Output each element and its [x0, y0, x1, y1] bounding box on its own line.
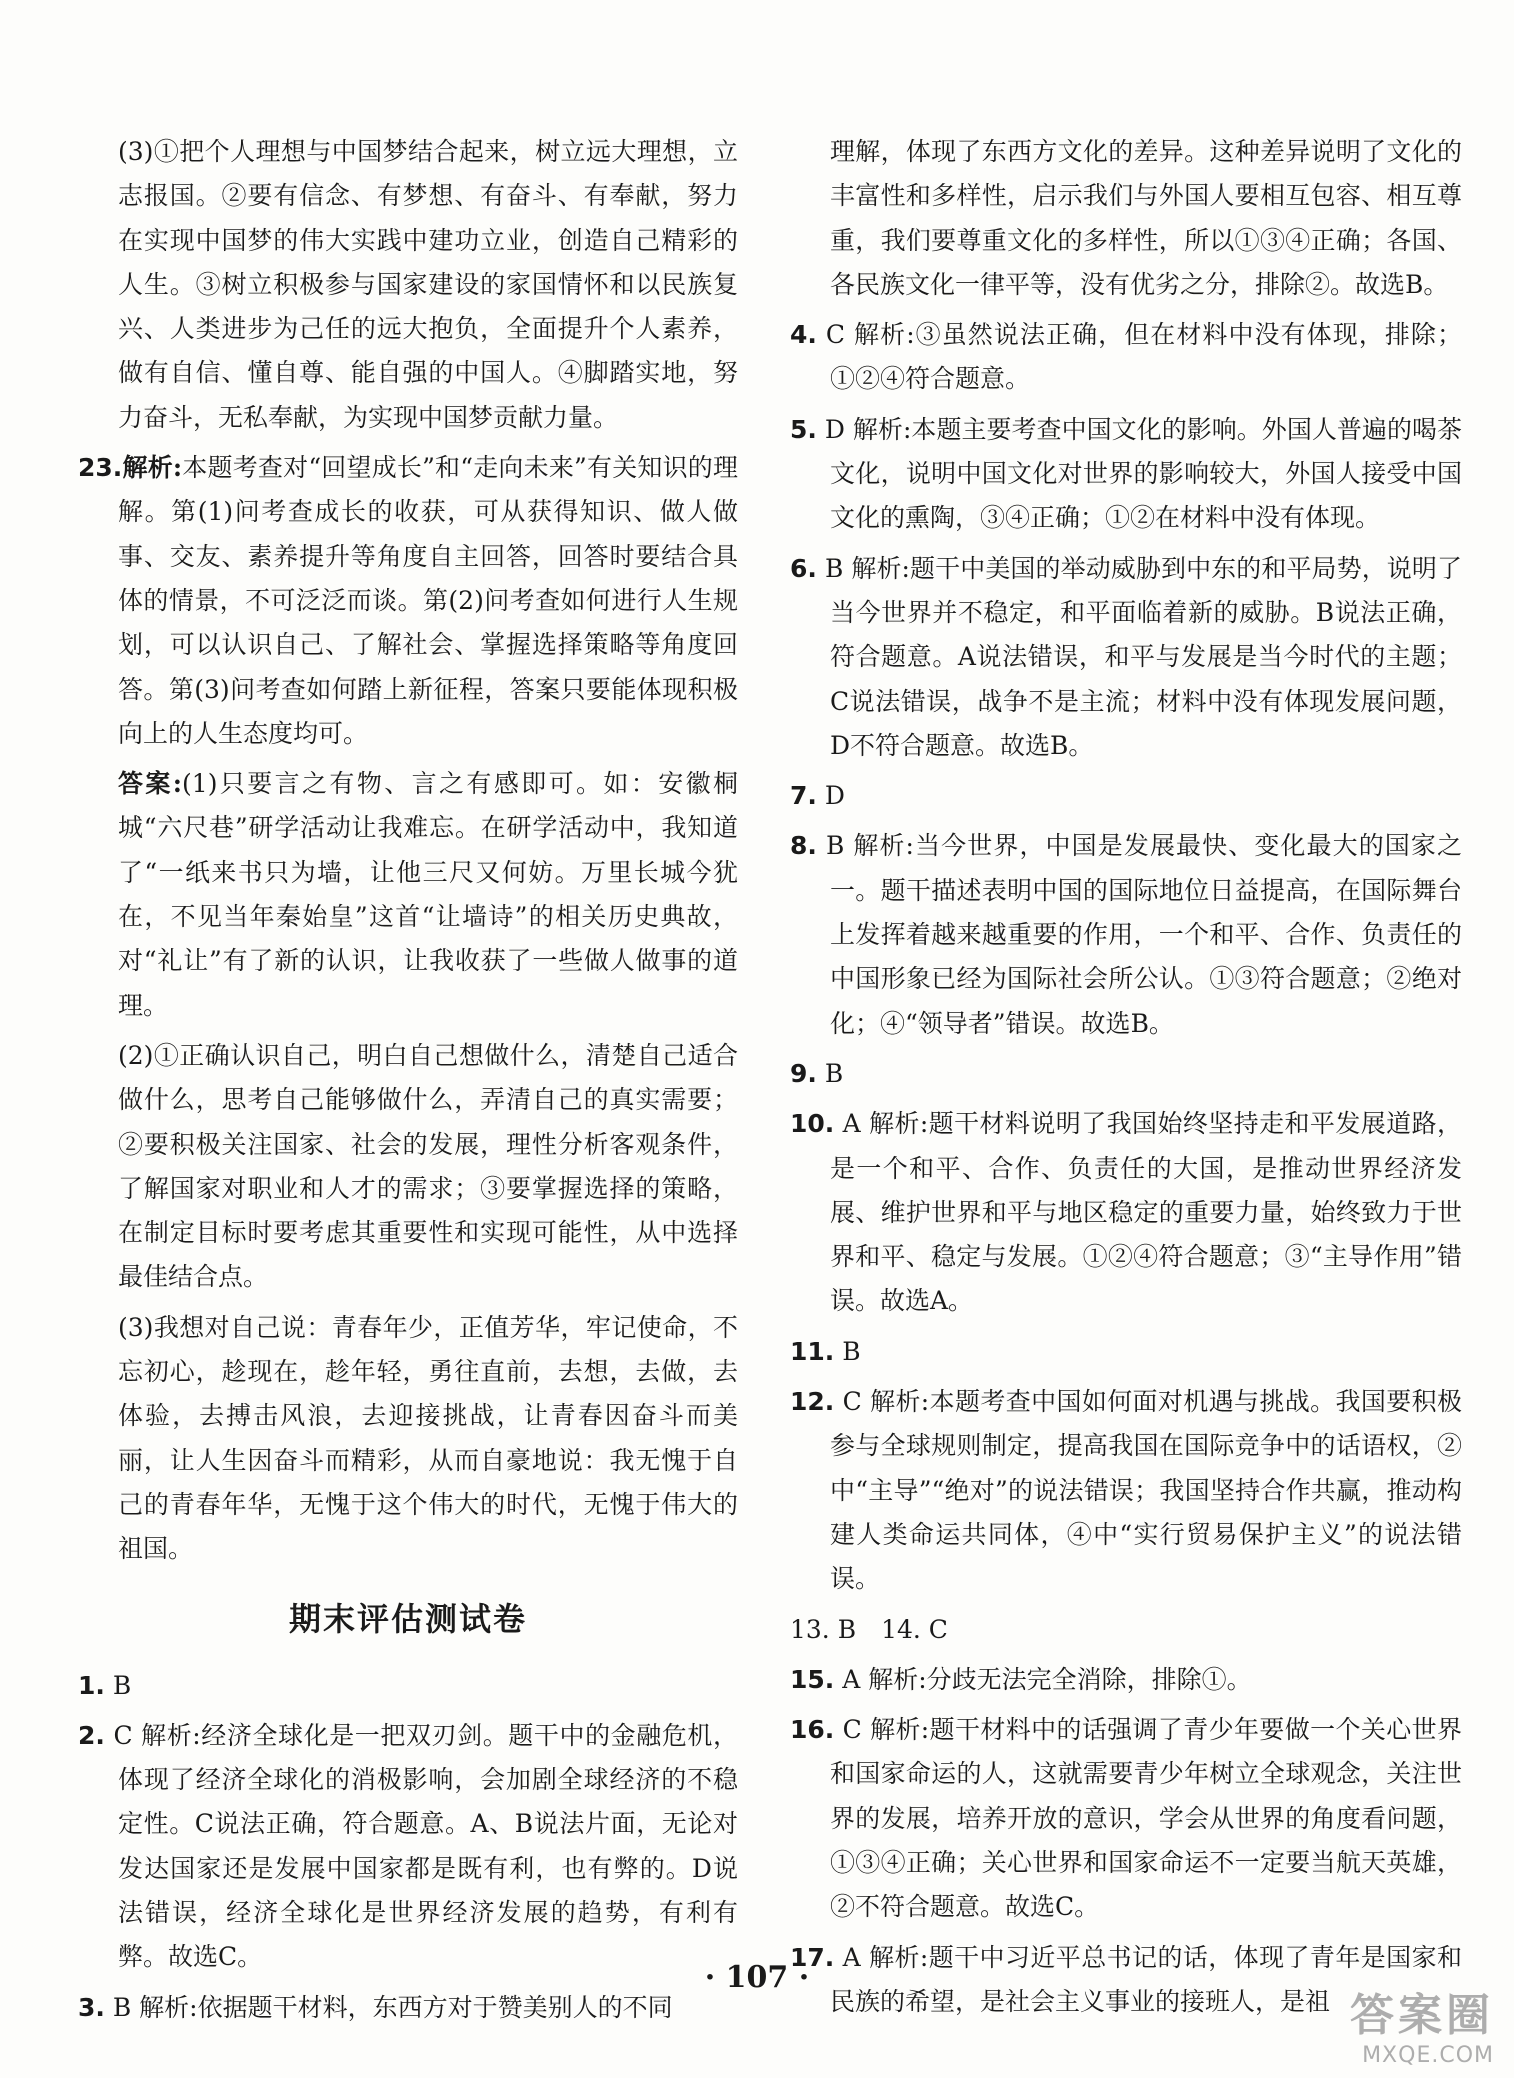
- analysis-text: 本题考查对“回望成长”和“走向未来”有关知识的理解。第(1)问考查成长的收获，可从获得知识、做人做事、交友、素养提升等角度自主回答，回答时要结合具体的情景，不可泛泛而谈。第(2)问考查如何进行人生规划，可以认识自己、了解社会、掌握选择策略等角度回答。第(3)问考查如何踏上新征程，答案只要能体现积极向上的人生态度均可。: [118, 453, 738, 748]
- answer-text: A 解析:题干中习近平总书记的话，体现了青年是国家和民族的希望，是社会主义事业的接班人，是祖: [830, 1942, 1462, 2016]
- question-8: [790, 824, 1462, 1045]
- answer-text: C 解析:题干材料中的话强调了青少年要做一个关心世界和国家命运的人，这就需要青少年树立全球观念，关注世界的发展，培养开放的意识，学会从世界的角度看问题，①③④正确；关心世界和国家命运不一定要当航天英雄，②不符合题意。故选C。: [830, 1715, 1462, 1922]
- answer-text: C 解析:③虽然说法正确，但在材料中没有体现，排除；①②④符合题意。: [825, 320, 1462, 394]
- watermark-logo: [1350, 1979, 1494, 2068]
- question-number: 15.: [790, 1664, 835, 1694]
- answer-text: B: [842, 1336, 861, 1366]
- answer-label: 答案:: [118, 769, 183, 799]
- question-number: 12.: [790, 1387, 835, 1417]
- question-number: 8.: [790, 831, 817, 861]
- question-number: 6.: [790, 553, 817, 583]
- question-11: [790, 1330, 1462, 1374]
- question-12: [790, 1380, 1462, 1601]
- question-number: 3.: [78, 1992, 105, 2022]
- question-6: [790, 547, 1462, 768]
- question-number: 17.: [790, 1942, 835, 1972]
- question-15: [790, 1658, 1462, 1702]
- question-1: [78, 1664, 738, 1708]
- left-column: [78, 130, 738, 2036]
- question-number: 4.: [790, 320, 817, 350]
- question-4: [790, 313, 1462, 402]
- question-10: [790, 1102, 1462, 1323]
- question-3-continued: 理解，体现了东西方文化的差异。这种差异说明了文化的丰富性和多样性，启示我们与外国人要相互包容、相互尊重，我们要尊重文化的多样性，所以①③④正确；各国、各民族文化一律平等，没有优劣之分，排除②。故选B。: [830, 137, 1462, 299]
- question-16: [790, 1708, 1462, 1929]
- question-number: 10.: [790, 1109, 835, 1139]
- watermark-url: MXQE.COM: [1362, 2043, 1494, 2068]
- watermark-text: 答案圈: [1350, 1990, 1494, 2041]
- question-number: 11.: [790, 1336, 835, 1366]
- question-number: 9.: [790, 1058, 817, 1088]
- answer-part2: (2)①正确认识自己，明白自己想做什么，清楚自己适合做什么，思考自己能够做什么，弄清自己的真实需要；②要积极关注国家、社会的发展，理性分析客观条件，了解国家对职业和人才的需求；③要掌握选择的策略，在制定目标时要考虑其重要性和实现可能性，从中选择最佳结合点。: [118, 1040, 738, 1292]
- section-title: 期末评估测试卷: [288, 1599, 527, 1638]
- question-23: [78, 446, 738, 756]
- page-number: · 107 ·: [704, 1960, 810, 1995]
- answer-text: A 解析:题干材料说明了我国始终坚持走和平发展道路，是一个和平、合作、负责任的大国，是推动世界经济发展、维护世界和平与地区稳定的重要力量，始终致力于世界和平、稳定与发展。①②④符合题意；③“主导作用”错误。故选A。: [830, 1109, 1462, 1316]
- answer-text: D 解析:本题主要考查中国文化的影响。外国人普遍的喝茶文化，说明中国文化对世界的影响较大，外国人接受中国文化的熏陶，③④正确；①②在材料中没有体现。: [824, 414, 1462, 533]
- answer-text: C 解析:本题考查中国如何面对机遇与挑战。我国要积极参与全球规则制定，提高我国在国际竞争中的话语权，②中“主导”“绝对”的说法错误；我国坚持合作共赢，推动构建人类命运共同体，④中“实行贸易保护主义”的说法错误。: [830, 1387, 1462, 1594]
- question-number: 23.: [78, 453, 123, 483]
- answer-text: B: [112, 1670, 132, 1700]
- question-number: 2.: [78, 1720, 105, 1750]
- question-2: [78, 1714, 738, 1980]
- question-number: 7.: [790, 781, 817, 811]
- answer-text: D: [824, 781, 845, 811]
- answer-text: B 解析:题干中美国的举动威胁到中东的和平局势，说明了当今世界并不稳定，和平面临着新的威胁。B说法正确，符合题意。A说法错误，和平与发展是当今时代的主题；C说法错误，战争不是主流；材料中没有体现发展问题，D不符合题意。故选B。: [824, 553, 1462, 760]
- question-5: [790, 408, 1462, 541]
- question-9: [790, 1052, 1462, 1096]
- question-number: 1.: [78, 1670, 105, 1700]
- answer-text: B 解析:依据题干材料，东西方对于赞美别人的不同: [112, 1992, 673, 2022]
- question-number: 5.: [790, 414, 817, 444]
- right-column: [790, 130, 1462, 2030]
- question-7: [790, 774, 1462, 818]
- answer-text: C 解析:经济全球化是一把双刃剑。题干中的金融危机，体现了经济全球化的消极影响，会加剧全球经济的不稳定性。C说法正确，符合题意。A、B说法片面，无论对发达国家还是发展中国家都是既有利，也有弊的。D说法错误，经济全球化是世界经济发展的趋势，有利有弊。故选C。: [113, 1720, 738, 1972]
- question-number: 16.: [790, 1715, 835, 1745]
- answer-text: B: [824, 1058, 844, 1088]
- answer-text: (1)只要言之有物、言之有感即可。如：安徽桐城“六尺巷”研学活动让我难忘。在研学活动中，我知道了“一纸来书只为墙，让他三尺又何妨。万里长城今犹在，不见当年秦始皇”这首“让墙诗”的相关历史典故，对“礼让”有了新的认识，让我收获了一些做人做事的道理。: [118, 769, 738, 1020]
- question-13-14: 13. B 14. C: [790, 1614, 948, 1644]
- answer-part1: [78, 762, 738, 1028]
- answer-part3: (3)我想对自己说：青春年少，正值芳华，牢记使命，不忘初心，趁现在，趁年轻，勇往直前，去想，去做，去体验，去搏击风浪，去迎接挑战，让青春因奋斗而美丽，让人生因奋斗而精彩，从而自豪地说：我无愧于自己的青春年华，无愧于这个伟大的时代，无愧于伟大的祖国。: [118, 1312, 738, 1564]
- analysis-label: 解析:: [122, 453, 183, 483]
- paragraph-q22-part3: (3)①把个人理想与中国梦结合起来，树立远大理想，立志报国。②要有信念、有梦想、有奋斗、有奉献，努力在实现中国梦的伟大实践中建功立业，创造自己精彩的人生。③树立积极参与国家建设的家国情怀和以民族复兴、人类进步为己任的远大抱负，全面提升个人素养，做有自信、懂自尊、能自强的中国人。④脚踏实地，努力奋斗，无私奉献，为实现中国梦贡献力量。: [118, 137, 738, 432]
- answer-text: A 解析:分歧无法完全消除，排除①。: [842, 1664, 1252, 1694]
- answer-text: B 解析:当今世界，中国是发展最快、变化最大的国家之一。题干描述表明中国的国际地位日益提高，在国际舞台上发挥着越来越重要的作用，一个和平、合作、负责任的中国形象已经为国际社会所公认。①③符合题意；②绝对化；④“领导者”错误。故选B。: [825, 831, 1462, 1038]
